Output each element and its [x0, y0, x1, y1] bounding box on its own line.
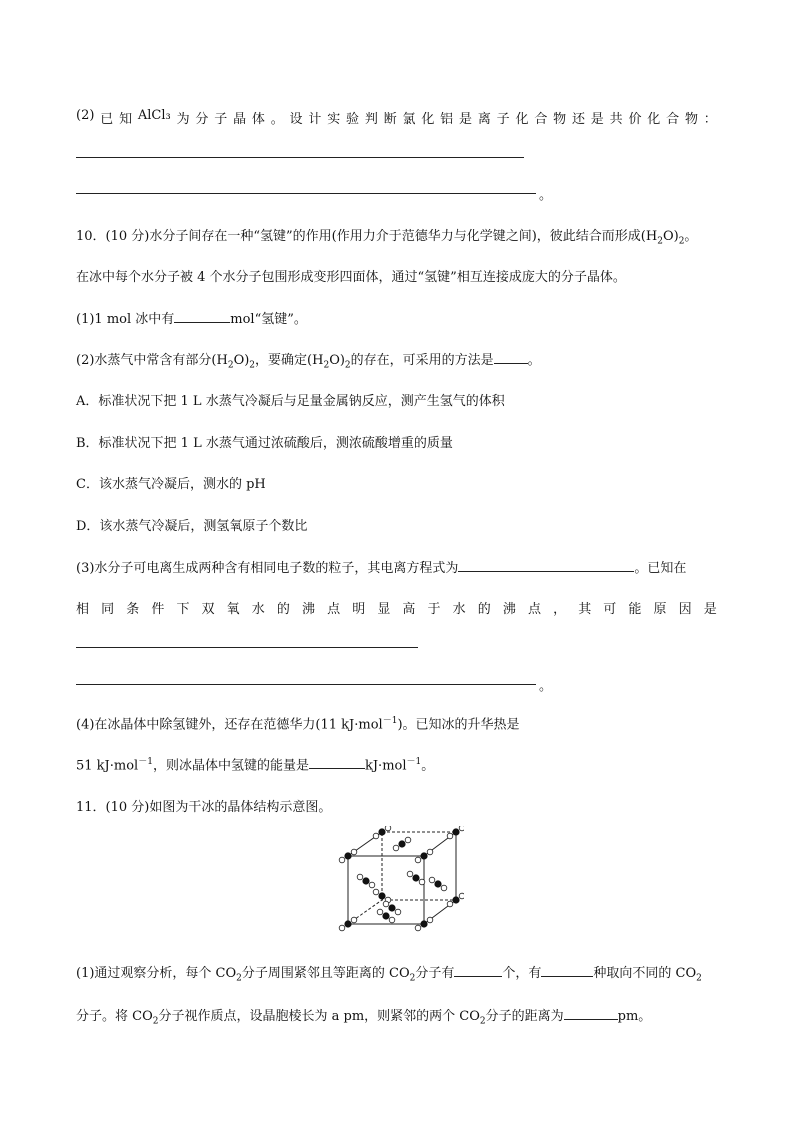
- oxygen-atom: [351, 849, 357, 855]
- oxygen-atom: [447, 901, 453, 907]
- text-char: 其: [578, 602, 592, 617]
- text-char: 显: [377, 602, 391, 617]
- q11-part1-line1: (1)通过观察分析，每个 $CO_2$分子周围紧邻且等距离的 $CO_2$分子有 个，有 种取向不同的 $CO_2$: [76, 966, 702, 984]
- q11-title: 11．(10 分)如图为干冰的晶体结构示意图。: [76, 800, 332, 815]
- q10-part3-line2: [76, 598, 717, 617]
- oxygen-atom: [429, 877, 435, 883]
- text-char: 物: [684, 112, 698, 127]
- blank-input[interactable]: [564, 1007, 618, 1020]
- text-char: 计: [308, 112, 322, 127]
- blank-input[interactable]: [454, 964, 502, 977]
- oxygen-atom: [339, 857, 345, 863]
- carbon-atom: [398, 840, 405, 847]
- text-char: 实: [327, 112, 341, 127]
- text-char: 高: [402, 602, 416, 617]
- text-char: ：: [703, 112, 717, 127]
- q10-part4-line1: (4)在冰晶体中除氢键外，还存在范德华力(11 kJ·mol$^{-1}$)。已知冰的升华热是: [76, 716, 520, 733]
- text-char: 合: [666, 112, 680, 127]
- blank-input[interactable]: [174, 310, 230, 323]
- text-char: 沸: [301, 602, 315, 617]
- text-char: 价: [628, 112, 642, 127]
- text-char: 判: [364, 112, 378, 127]
- text-char: 点: [527, 602, 541, 617]
- text-char: 断: [383, 112, 397, 127]
- oxygen-atom: [369, 882, 375, 888]
- blank-input[interactable]: [494, 351, 528, 364]
- oxygen-atom: [427, 849, 433, 855]
- text-char: 化: [515, 112, 529, 127]
- text-char: 是: [590, 112, 604, 127]
- text-char: 因: [678, 602, 692, 617]
- oxygen-atom: [441, 885, 447, 891]
- oxygen-atom: [393, 845, 399, 851]
- text-char: 可: [603, 602, 617, 617]
- text-char: 水: [452, 602, 466, 617]
- oxygen-atom: [351, 917, 357, 923]
- text-char: 共: [609, 112, 623, 127]
- text-char: 知: [119, 112, 133, 127]
- oxygen-atom: [339, 925, 345, 931]
- blank-input[interactable]: [541, 964, 593, 977]
- text-char: 还: [571, 112, 585, 127]
- carbon-atom: [452, 896, 459, 903]
- q10-part4-line2: 51 kJ·mol$^{-1}$，则冰晶体中氢键的能量是 kJ·mol$^{-1}$。: [76, 757, 435, 774]
- carbon-atom: [388, 904, 395, 911]
- oxygen-atom: [427, 917, 433, 923]
- oxygen-atom: [385, 826, 391, 831]
- text-char: 氧: [226, 602, 240, 617]
- text-char: ，: [553, 602, 567, 617]
- blank-input[interactable]: [458, 559, 634, 572]
- text-char: 明: [352, 602, 366, 617]
- oxygen-atom: [377, 909, 383, 915]
- answer-line: [76, 647, 418, 648]
- carbon-atom: [420, 920, 427, 927]
- oxygen-atom: [395, 909, 401, 915]
- answer-line: [76, 684, 536, 685]
- oxygen-atom: [459, 893, 464, 899]
- text-char: 相: [76, 602, 90, 617]
- carbon-atom: [452, 828, 459, 835]
- text-char: 铝: [440, 112, 454, 127]
- answer-line: [76, 193, 536, 194]
- text-char: 体: [251, 112, 265, 127]
- oxygen-atom: [447, 833, 453, 839]
- text-char: 晶: [233, 112, 247, 127]
- text-char: 氯: [402, 112, 416, 127]
- text-char: 下: [176, 602, 190, 617]
- carbon-atom: [344, 920, 351, 927]
- q10-part1: (1)1 mol 冰中有 mol“氢键”。: [76, 312, 307, 327]
- option-b[interactable]: B．标准状况下把 1 L 水蒸气通过浓硫酸后，测浓硫酸增重的质量: [76, 436, 453, 451]
- text-char: 的: [276, 602, 290, 617]
- oxygen-atom: [405, 837, 411, 843]
- carbon-atom: [378, 828, 385, 835]
- carbon-atom: [378, 892, 385, 899]
- text-char: 是: [703, 602, 717, 617]
- text-char: 于: [427, 602, 441, 617]
- text-char: 验: [346, 112, 360, 127]
- q10-part2: (2)水蒸气中常含有部分$(H_2O)_2$，要确定$(H_2O)_2$的存在，可采用的方法是 。: [76, 353, 541, 371]
- carbon-atom: [382, 912, 389, 919]
- oxygen-atom: [407, 871, 413, 877]
- text-char: 物: [553, 112, 567, 127]
- text-char: 原: [653, 602, 667, 617]
- text-char: 分: [195, 112, 209, 127]
- text-char: AlCl₃: [137, 108, 171, 123]
- carbon-atom: [412, 874, 419, 881]
- text-char: 双: [201, 602, 215, 617]
- oxygen-atom: [415, 925, 421, 931]
- text-char: 为: [176, 112, 190, 127]
- carbon-atom: [362, 877, 369, 884]
- oxygen-atom: [357, 874, 363, 880]
- carbon-atom: [344, 852, 351, 859]
- period-mark: 。: [539, 679, 553, 694]
- dry-ice-crystal-diagram: [338, 826, 464, 934]
- blank-input[interactable]: [309, 756, 365, 769]
- text-char: 设: [289, 112, 303, 127]
- text-char: 化: [647, 112, 661, 127]
- text-char: 水: [251, 602, 265, 617]
- text-char: 合: [534, 112, 548, 127]
- oxygen-atom: [459, 826, 464, 831]
- text-char: (2): [76, 108, 95, 123]
- text-char: 化: [421, 112, 435, 127]
- carbon-atom: [434, 880, 441, 887]
- oxygen-atom: [415, 857, 421, 863]
- oxygen-atom: [419, 879, 425, 885]
- option-c[interactable]: C．该水蒸气冷凝后，测水的 pH: [76, 477, 266, 492]
- oxygen-atom: [373, 889, 379, 895]
- text-char: 能: [628, 602, 642, 617]
- answer-line: [76, 157, 524, 158]
- oxygen-atom: [373, 833, 379, 839]
- oxygen-atom: [389, 917, 395, 923]
- period-mark: 。: [539, 188, 553, 203]
- q11-part1-line2: 分子。将 $CO_2$分子视作质点，设晶胞棱长为 a pm，则紧邻的两个 $CO_2$分子的距离为 pm。: [76, 1009, 652, 1027]
- q10-part3-line1: (3)水分子可电离生成两种含有相同电子数的粒子，其电离方程式为 。已知在: [76, 561, 687, 576]
- text-char: 点: [327, 602, 341, 617]
- text-char: 沸: [502, 602, 516, 617]
- text-char: 条: [126, 602, 140, 617]
- text-char: 子: [496, 112, 510, 127]
- text-char: 离: [477, 112, 491, 127]
- text-char: 是: [459, 112, 473, 127]
- text-char: 已: [100, 112, 114, 127]
- carbon-atom: [420, 852, 427, 859]
- option-d[interactable]: D．该水蒸气冷凝后，测氢氧原子个数比: [76, 519, 308, 534]
- oxygen-atom: [383, 901, 389, 907]
- text-char: 子: [214, 112, 228, 127]
- q10-stem-line2: 在冰中每个水分子被 4 个水分子包围形成变形四面体，通过“氢键”相互连接成庞大的分子晶体。: [76, 270, 626, 285]
- text-char: 。: [270, 112, 284, 127]
- text-char: 的: [477, 602, 491, 617]
- q9-part2-text: [76, 108, 717, 127]
- option-a[interactable]: A．标准状况下把 1 L 水蒸气冷凝后与足量金属钠反应，测产生氢气的体积: [76, 394, 505, 409]
- text-char: 件: [151, 602, 165, 617]
- text-char: 同: [101, 602, 115, 617]
- q10-stem-line1: 10．(10 分)水分子间存在一种“氢键”的作用(作用力介于范德华力与化学键之间)，彼此结合而形成$(H_2O)_2$。: [76, 229, 698, 247]
